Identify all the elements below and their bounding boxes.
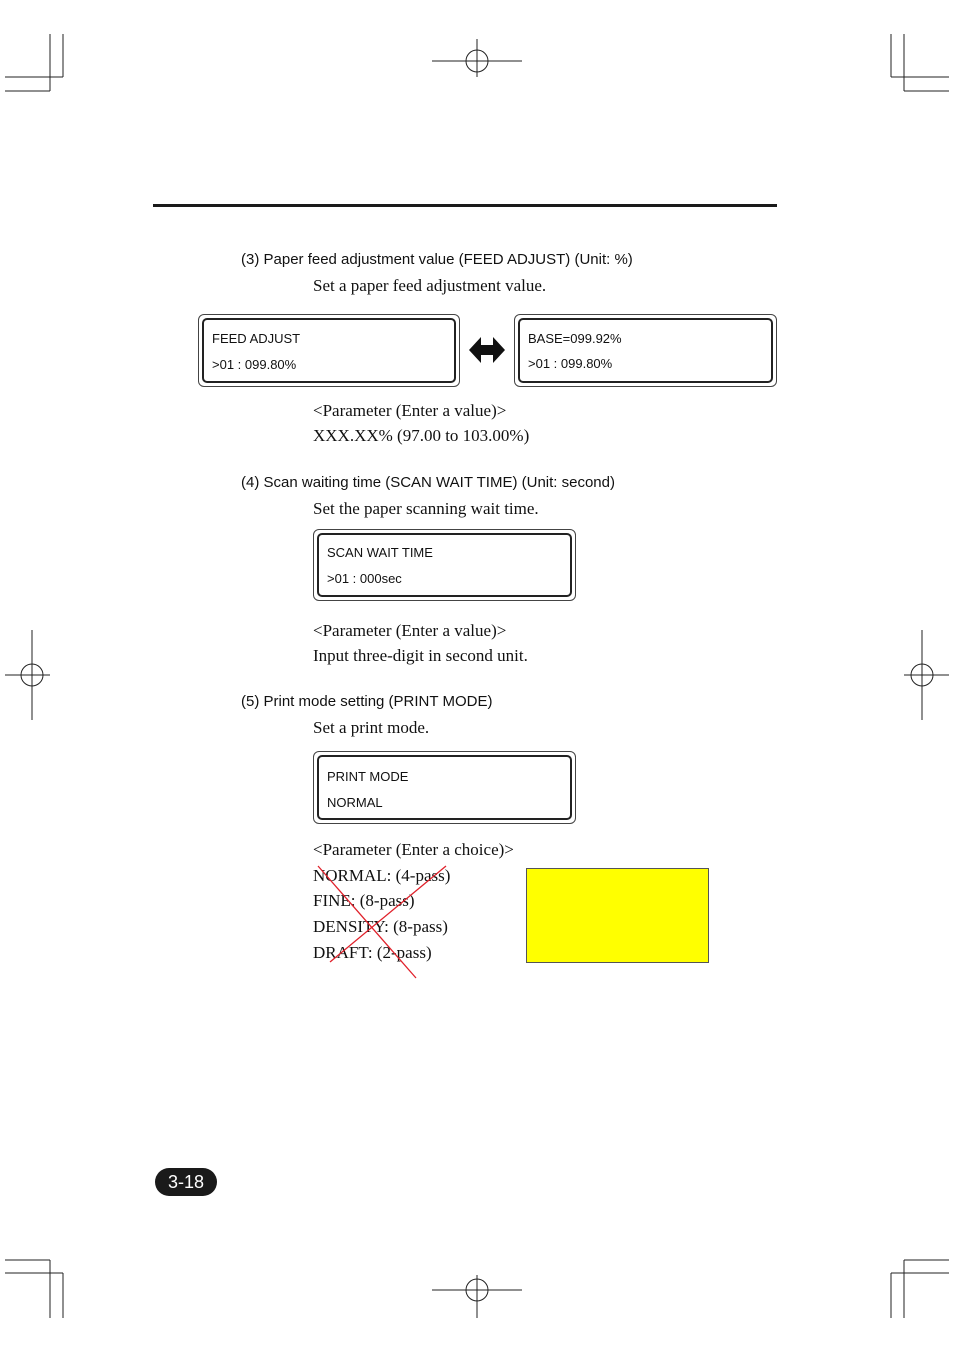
section3-param-value: XXX.XX% (97.00 to 103.00%) xyxy=(313,426,530,445)
choice-item: FINE: (8-pass) xyxy=(313,891,415,910)
lcd-line-2: >01 : 099.80% xyxy=(212,357,297,372)
lcd-line-2: NORMAL xyxy=(327,795,383,810)
section4-param-value: Input three-digit in second unit. xyxy=(313,646,528,665)
section3-heading: (3) Paper feed adjustment value (FEED ADJUST) (Unit: %) xyxy=(241,251,633,268)
choice-item: NORMAL: (4-pass) xyxy=(313,866,451,885)
lcd-line-1: BASE=099.92% xyxy=(528,331,622,346)
strike-line xyxy=(330,866,446,962)
choice-item: DENSITY: (8-pass) xyxy=(313,917,448,936)
choice-item: DRAFT: (2-pass) xyxy=(313,943,432,962)
section5-heading: (5) Print mode setting (PRINT MODE) xyxy=(241,693,493,710)
section4-description: Set the paper scanning wait time. xyxy=(313,499,539,518)
lcd-line-1: SCAN WAIT TIME xyxy=(327,545,433,560)
section4-heading: (4) Scan waiting time (SCAN WAIT TIME) (Unit: second) xyxy=(241,474,615,491)
section3-param-label: <Parameter (Enter a value)> xyxy=(313,401,507,420)
highlight-box xyxy=(526,868,709,963)
section5-description: Set a print mode. xyxy=(313,718,430,737)
lcd-line-1: PRINT MODE xyxy=(327,769,409,784)
strike-line xyxy=(318,866,416,978)
section5-param-label: <Parameter (Enter a choice)> xyxy=(313,840,514,859)
section4-param-label: <Parameter (Enter a value)> xyxy=(313,621,507,640)
page-number-badge: 3-18 xyxy=(155,1168,217,1196)
lcd-line-2: >01 : 099.80% xyxy=(528,356,613,371)
lcd-line-1: FEED ADJUST xyxy=(212,331,301,346)
lcd-line-2: >01 : 000sec xyxy=(327,571,402,586)
section3-description: Set a paper feed adjustment value. xyxy=(313,276,547,295)
